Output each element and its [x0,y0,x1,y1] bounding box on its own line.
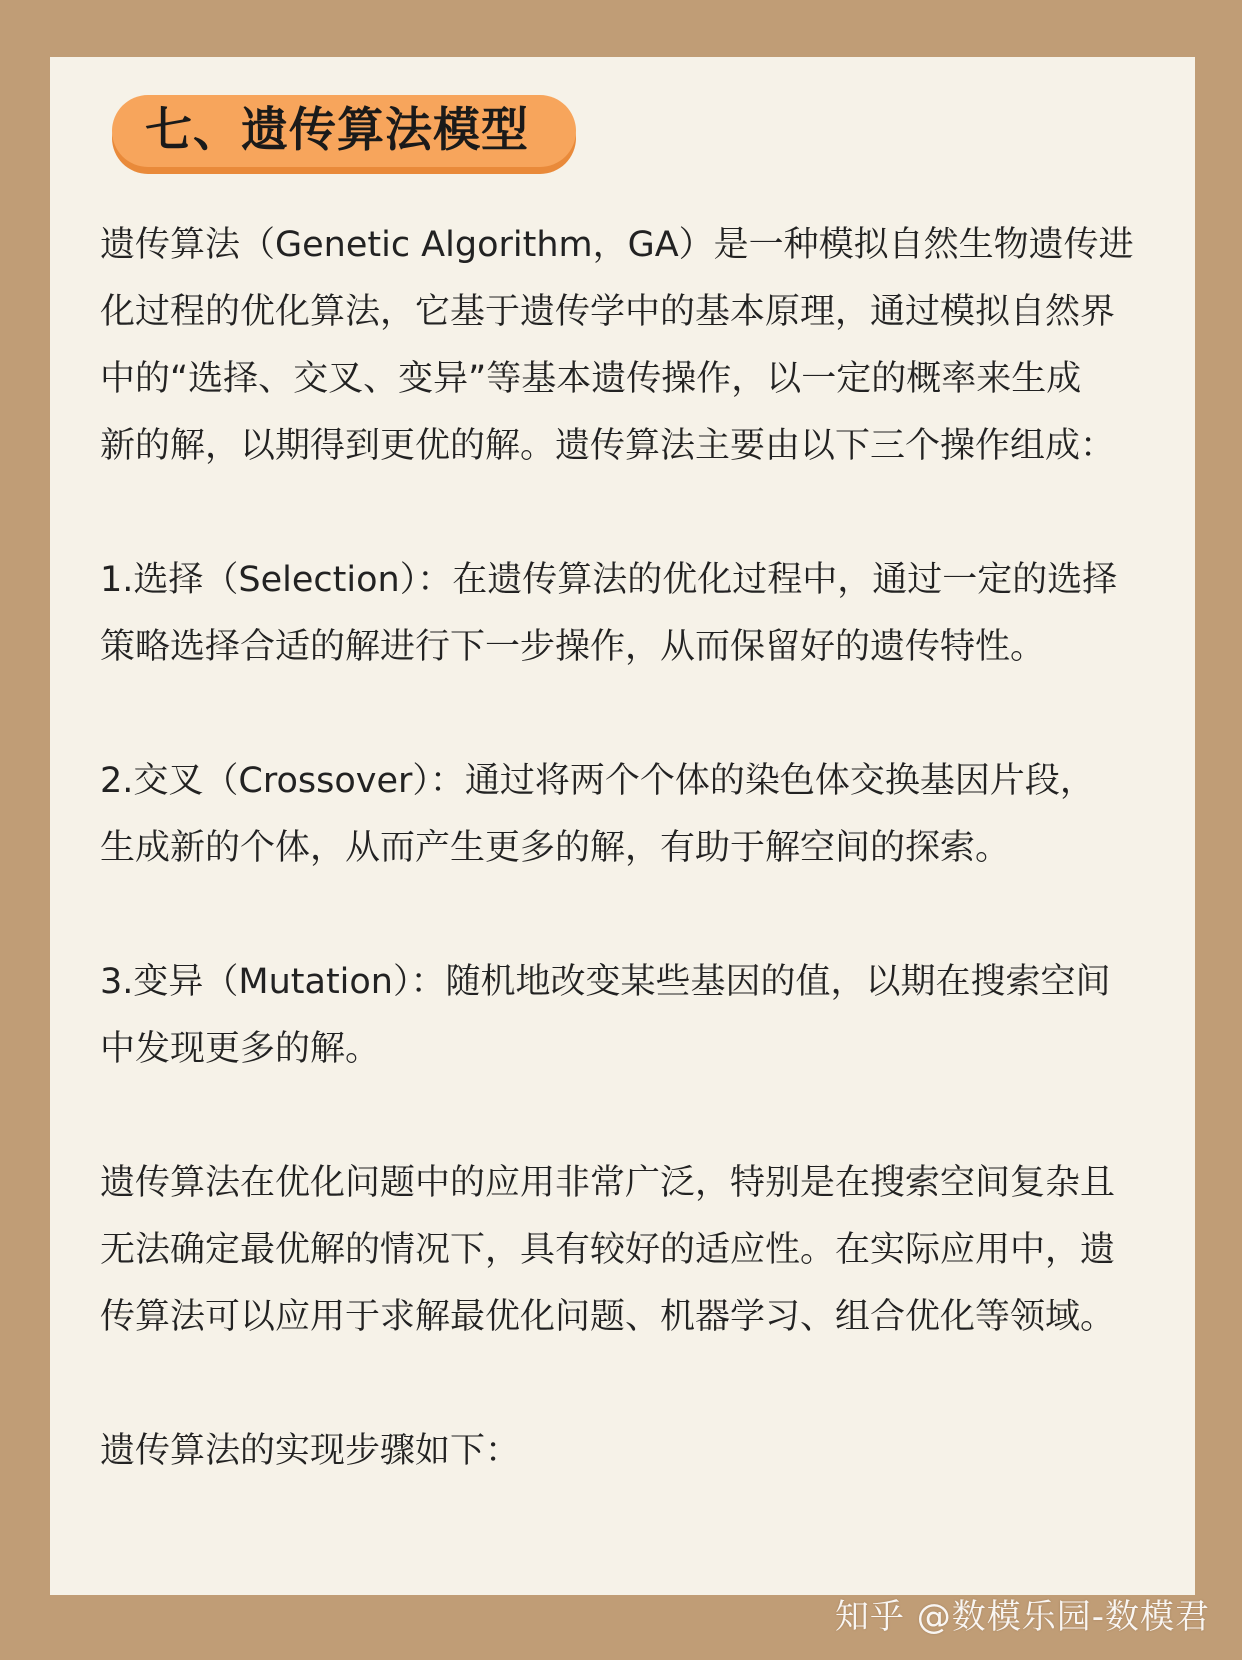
text-line: 无法确定最优解的情况下，具有较好的适应性。在实际应用中，遗 [100,1230,1116,1270]
text-line: 2.交叉（Crossover）：通过将两个个体的染色体交换基因片段， [100,761,1095,801]
text-line: 新的解，以期得到更优的解。遗传算法主要由以下三个操作组成： [100,426,1116,466]
text-line: 中发现更多的解。 [100,1029,381,1069]
text-line: 化过程的优化算法，它基于遗传学中的基本原理，通过模拟自然界 [100,292,1116,332]
paragraph-selection [100,547,1150,681]
text-line: 策略选择合适的解进行下一步操作，从而保留好的遗传特性。 [100,627,1046,667]
paragraph-intro [100,212,1150,480]
paragraph-steps-intro [100,1418,1150,1485]
text-line: 传算法可以应用于求解最优化问题、机器学习、组合优化等领域。 [100,1297,1116,1337]
text-line: 3.变异（Mutation）：随机地改变某些基因的值，以期在搜索空间 [100,962,1111,1002]
text-line: 中的“选择、交叉、变异”等基本遗传操作，以一定的概率来生成 [100,359,1082,399]
paragraph-mutation [100,949,1150,1083]
text-line: 生成新的个体，从而产生更多的解，有助于解空间的探索。 [100,828,1011,868]
text-line: 1.选择（Selection）：在遗传算法的优化过程中，通过一定的选择 [100,560,1118,600]
text-line: 遗传算法在优化问题中的应用非常广泛，特别是在搜索空间复杂且 [100,1163,1116,1203]
paragraph-applications [100,1150,1150,1351]
text-line: 遗传算法（Genetic Algorithm，GA）是一种模拟自然生物遗传进 [100,225,1134,265]
article-body [100,212,1150,1485]
text-line: 遗传算法的实现步骤如下： [100,1431,521,1471]
section-title: 七、遗传算法模型 [145,103,529,158]
paragraph-crossover [100,748,1150,882]
watermark: 知乎 @数模乐园-数模君 [834,1597,1210,1637]
